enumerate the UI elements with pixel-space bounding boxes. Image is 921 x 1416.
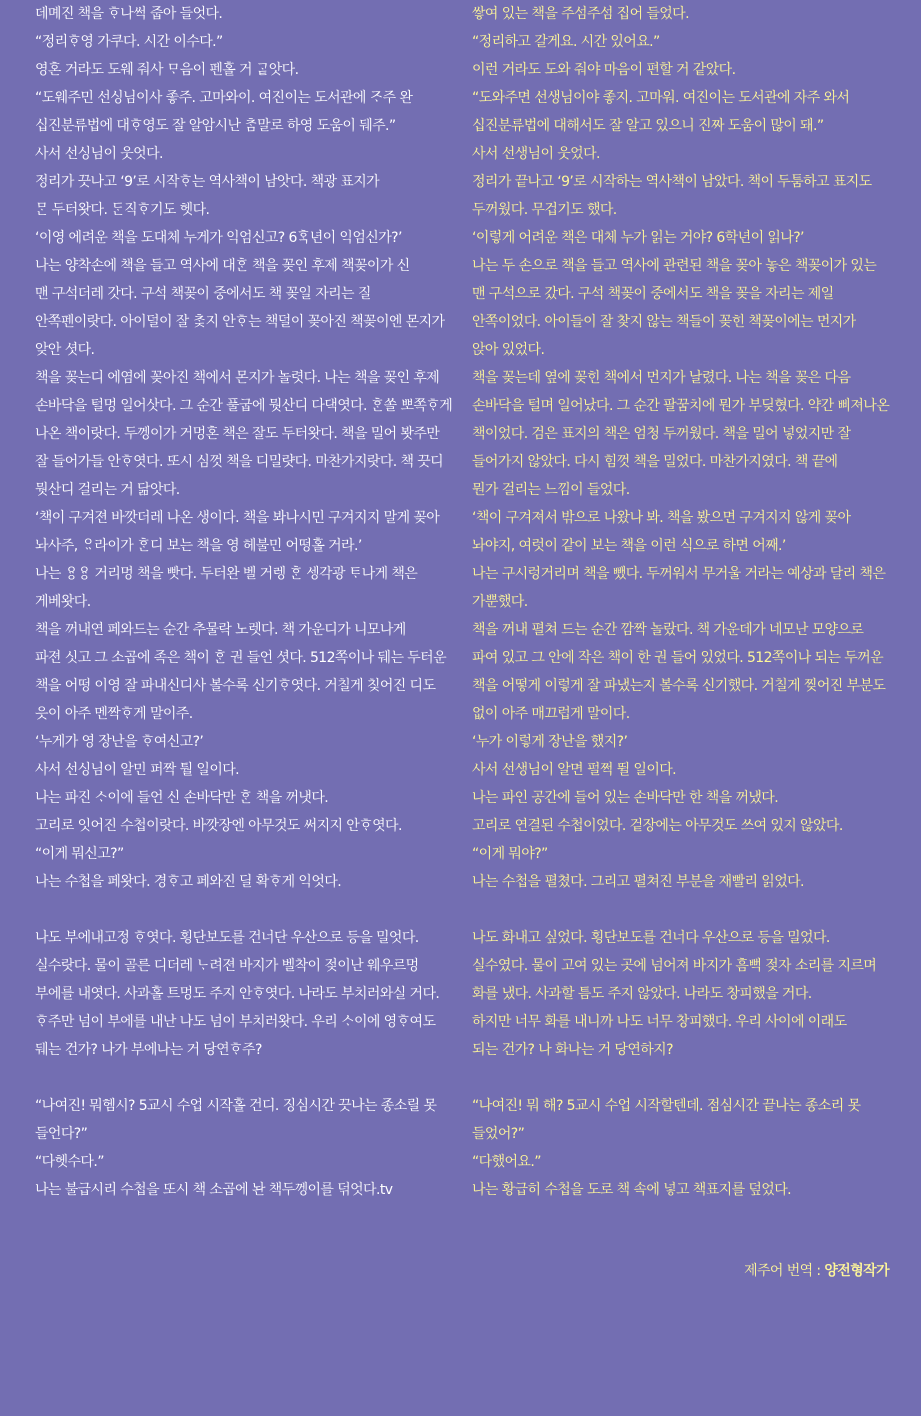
standard-text-line: 나는 두 손으로 책을 들고 역사에 관련된 책을 꽂아 놓은 책꽂이가 있는 xyxy=(472,258,877,274)
jeju-text-line: 안쪽펜이랏다. 아이덜이 잘 ᄎᆞᆽ지 안ᄒᆞ는 책덜이 꽂아진 책꽂이엔 몬지가 xyxy=(35,314,445,330)
standard-text-line: 화를 냈다. 사과할 틈도 주지 않았다. 나라도 창피했을 거다. xyxy=(472,986,812,1002)
jeju-text-line: “이게 뭐신고?” xyxy=(35,846,124,862)
standard-text-line: “정리하고 갈게요. 시간 있어요.” xyxy=(472,34,660,50)
standard-text-line xyxy=(472,896,902,924)
jeju-text-line: ‘책이 구겨젼 바깟더레 나온 생이다. 책을 봐나시민 구겨지지 말게 꽂아 xyxy=(35,510,440,526)
jeju-text-line: 파젼 싯고 그 소곱에 족은 책이 ᄒᆞᆫ 권 들언 셧다. 512쪽이나 뒈는 두터운 xyxy=(35,650,446,666)
credit-label: 제주어 번역 : xyxy=(744,1263,825,1279)
jeju-text-line: 맨 구석더레 갓다. 구석 책꽂이 중에서도 책 꽂일 자리는 질 xyxy=(35,286,371,302)
standard-text-line xyxy=(472,1064,902,1092)
jeju-text-line: 사서 선싱님이 웃엇다. xyxy=(35,146,163,162)
jeju-text-line: 고리로 잇어진 수첩이랏다. 바깟장엔 아무것도 써지지 안ᄒᆞ엿다. xyxy=(35,818,402,834)
jeju-text-line: 십진분류법에 대ᄒᆞ영도 잘 알암시난 ᄎᆞᆷ말로 하영 도움이 뒈주.” xyxy=(35,118,396,134)
standard-text-line: ‘이렇게 어려운 책은 대체 누가 읽는 거야? 6학년이 읽나?’ xyxy=(472,230,804,246)
standard-text-line: ‘누가 이렇게 장난을 했지?’ xyxy=(472,734,628,750)
jeju-text-line: 책을 꽂는디 에염에 꽂아진 책에서 몬지가 놀렷다. 나는 책을 꽂인 후제 xyxy=(35,370,440,386)
jeju-text-line: 나는 수첩을 페왓다. 경ᄒᆞ고 페와진 딜 확ᄒᆞ게 익엇다. xyxy=(35,874,342,890)
standard-text-line: 뭔가 걸리는 느낌이 들었다. xyxy=(472,482,630,498)
standard-text-line: “나여진! 뭐 해? 5교시 수업 시작할텐데. 점심시간 끝나는 종소리 못 xyxy=(472,1098,861,1114)
jeju-text-line: 뭣산디 걸리는 거 닮앗다. xyxy=(35,482,180,498)
jeju-text-line: 나는 불급시리 수첩을 또시 책 소곱에 놘 책두껭이를 덖엇다.tv xyxy=(35,1182,393,1198)
jeju-text-line: 나온 책이랏다. 두껭이가 거멍혼 책은 잘도 두터왓다. 책을 밀어 봣주만 xyxy=(35,426,440,442)
jeju-text-line: “정리ᄒᆞ영 가쿠다. 시간 이수다.” xyxy=(35,34,223,50)
standard-text-line: 가뿐했다. xyxy=(472,594,528,610)
jeju-text-line: “다헷수다.” xyxy=(35,1154,104,1170)
standard-text-line: 정리가 끝나고 ‘9’로 시작하는 역사책이 남았다. 책이 두툼하고 표지도 xyxy=(472,174,872,190)
jeju-text-line: 데몌진 책을 ᄒᆞ나썩 줍아 들엇다. xyxy=(35,6,223,22)
standard-text-line: 책을 어떻게 이렇게 잘 파냈는지 볼수록 신기했다. 거칠게 찢어진 부분도 xyxy=(472,678,886,694)
jeju-text-line: “나여진! 뭐헴시? 5교시 수업 시작홀 건디. 징심시간 끗나는 종소릴 못 xyxy=(35,1098,437,1114)
standard-text-line: “다했어요.” xyxy=(472,1154,541,1170)
standard-text-line: 앉아 있었다. xyxy=(472,342,545,358)
standard-text-line: “이게 뭐야?” xyxy=(472,846,548,862)
standard-text-line: 나도 화내고 싶었다. 횡단보도를 건너다 우산으로 등을 밀었다. xyxy=(472,930,830,946)
standard-text-line: 놔야지, 여럿이 같이 보는 책을 이런 식으로 하면 어째.’ xyxy=(472,538,786,554)
standard-text-line: 들어가지 않았다. 다시 힘껏 책을 밀었다. 마찬가지였다. 책 끝에 xyxy=(472,454,838,470)
standard-text-line: 책을 꺼내 펼쳐 드는 순간 깜짝 놀랐다. 책 가운데가 네모난 모양으로 xyxy=(472,622,864,638)
credit-name: 양전형작가 xyxy=(824,1263,889,1279)
standard-text-line: “도와주면 선생님이야 좋지. 고마워. 여진이는 도서관에 자주 와서 xyxy=(472,90,850,106)
standard-text-line: 나는 구시렁거리며 책을 뺐다. 두꺼워서 무거울 거라는 예상과 달리 책은 xyxy=(472,566,886,582)
jeju-text-line: “도웨주민 선싱님이사 좋주. 고마와이. 여진이는 도서관에 ᄌᆞ주 완 xyxy=(35,90,413,106)
standard-text-line: 파여 있고 그 안에 작은 책이 한 권 들어 있었다. 512쪽이나 되는 두꺼운 xyxy=(472,650,883,666)
standard-text-line: 책이었다. 검은 표지의 책은 엄청 두꺼웠다. 책을 밀어 넣었지만 잘 xyxy=(472,426,851,442)
jeju-text-line: 책을 꺼내연 페와드는 순간 추물락 노렛다. 책 가운디가 니모나게 xyxy=(35,622,406,638)
jeju-text-line: 사서 선싱님이 알민 퍼짝 퉐 일이다. xyxy=(35,762,240,778)
jeju-text-line: 실수랏다. 물이 골른 디더레 ᄂᆞ려젼 바지가 벨착이 젖이난 웨우르멍 xyxy=(35,958,419,974)
standard-text-line: 이런 거라도 도와 줘야 마음이 편할 거 같았다. xyxy=(472,62,736,78)
standard-text-line: 나는 파인 공간에 들어 있는 손바닥만 한 책을 꺼냈다. xyxy=(472,790,779,806)
jeju-text-line: 뒈는 건가? 나가 부에나는 거 당연ᄒᆞ주? xyxy=(35,1042,262,1058)
standard-text-line: 사서 선생님이 알면 펄쩍 뛸 일이다. xyxy=(472,762,677,778)
jeju-text-line: 나는 ᄋᆢᆼᄋᆢᆼ 거리멍 책을 빳다. 두터완 벨 거렝 ᄒᆞᆫ 셍각광 ᄐᆞ나게 책은 xyxy=(35,566,418,582)
standard-text-line: 십진분류법에 대해서도 잘 알고 있으니 진짜 도움이 많이 돼.” xyxy=(472,118,824,134)
standard-text-line: 나는 수첩을 펼쳤다. 그리고 펼쳐진 부분을 재빨리 읽었다. xyxy=(472,874,804,890)
jeju-text-line: 나도 부에내고정 ᄒᆞ엿다. 횡단보도를 건너단 우산으로 등을 밀엇다. xyxy=(35,930,419,946)
standard-text-line: 사서 선생님이 웃었다. xyxy=(472,146,600,162)
jeju-text-line: 손바닥을 털멍 일어삿다. 그 순간 풀굽에 뭣산디 다댁엿다. ᄒᆞᆫ쏠 뽀쪽ᄒᆞ게 xyxy=(35,398,453,414)
jeju-text-line: 앚안 셧다. xyxy=(35,342,95,358)
jeju-text-line: 정리가 끗나고 ‘9’로 시작ᄒᆞ는 역사책이 남앗다. 책광 표지가 xyxy=(35,174,380,190)
jeju-text-line xyxy=(35,1064,460,1092)
standard-text-line: 하지만 너무 화를 내니까 나도 너무 창피했다. 우리 사이에 이래도 xyxy=(472,1014,847,1030)
standard-text-line: 고리로 연결된 수첩이었다. 겉장에는 아무것도 쓰여 있지 않았다. xyxy=(472,818,843,834)
standard-text-line: 손바닥을 털며 일어났다. 그 순간 팔꿈치에 뭔가 부딪혔다. 약간 삐져나온 xyxy=(472,398,890,414)
standard-text-line: ‘책이 구겨져서 밖으로 나왔나 봐. 책을 봤으면 구겨지지 않게 꽂아 xyxy=(472,510,851,526)
standard-text-line: 실수였다. 물이 고여 있는 곳에 넘어져 바지가 흠뻑 젖자 소리를 지르며 xyxy=(472,958,877,974)
standard-text-line: 쌓여 있는 책을 주섬주섬 집어 들었다. xyxy=(472,6,689,22)
jeju-dialect-column xyxy=(35,0,460,1204)
jeju-text-line: 나는 양착손에 책을 들고 역사에 대ᄒᆞᆫ 책을 꽂인 후제 책꽂이가 신 xyxy=(35,258,410,274)
jeju-text-line: 영혼 거라도 도웨 줘사 ᄆᆞ음이 펜홀 거 ᄀᆞᇀ앗다. xyxy=(35,62,299,78)
jeju-text-line: 책을 어떵 이영 잘 파내신디사 볼수록 신기ᄒᆞ엿다. 거칠게 칮어진 디도 xyxy=(35,678,436,694)
standard-korean-column xyxy=(472,0,902,1204)
jeju-text-line: ‘이영 에려운 책을 도대체 누게가 익엄신고? 6ᄒᆞᆨ년이 익엄신가?’ xyxy=(35,230,402,246)
standard-text-line: 나는 황급히 수첩을 도로 책 속에 넣고 책표지를 덮었다. xyxy=(472,1182,791,1198)
jeju-text-line: 읏이 아주 멘짝ᄒᆞ게 말이주. xyxy=(35,706,193,722)
jeju-text-line: 부에를 내엿다. 사과홀 트멍도 주지 안ᄒᆞ엿다. 나라도 부치러와실 거다. xyxy=(35,986,440,1002)
jeju-text-line xyxy=(35,896,460,924)
jeju-text-line: 놔사주, ᄋᆢ라이가 ᄒᆞᆫ디 보는 책을 영 헤불민 어떵홀 거라.’ xyxy=(35,538,362,554)
jeju-text-line: ‘누게가 영 장난을 ᄒᆞ여신고?’ xyxy=(35,734,204,750)
standard-text-line: 맨 구석으로 갔다. 구석 책꽂이 중에서도 책을 꽂을 자리는 제일 xyxy=(472,286,834,302)
standard-text-line: 책을 꽂는데 옆에 꽂힌 책에서 먼지가 날렸다. 나는 책을 꽂은 다음 xyxy=(472,370,851,386)
standard-text-line: 되는 건가? 나 화나는 거 당연하지? xyxy=(472,1042,673,1058)
standard-text-line: 두꺼웠다. 무겁기도 했다. xyxy=(472,202,617,218)
jeju-text-line: ᄆᆞᆫ 두터왓다. ᄃᆞᆫ직ᄒᆞ기도 헷다. xyxy=(35,202,210,218)
jeju-text-line: ᄒᆞ주만 넘이 부에를 내난 나도 넘이 부치러왓다. 우리 ᄉᆞ이에 영ᄒᆞ여도 xyxy=(35,1014,436,1030)
translation-credit xyxy=(744,1257,889,1285)
standard-text-line: 들었어?” xyxy=(472,1126,525,1142)
jeju-text-line: 나는 파진 ᄉᆞ이에 들언 신 손바닥만 ᄒᆞᆫ 책을 꺼냇다. xyxy=(35,790,329,806)
standard-text-line: 안쪽이었다. 아이들이 잘 찾지 않는 책들이 꽂힌 책꽂이에는 먼지가 xyxy=(472,314,856,330)
jeju-text-line: 잘 들어가들 안ᄒᆞ엿다. 또시 심껏 책을 디밀럇다. 마찬가지랏다. 책 끗디 xyxy=(35,454,444,470)
standard-text-line: 없이 아주 매끄럽게 말이다. xyxy=(472,706,630,722)
jeju-text-line: 들언다?” xyxy=(35,1126,88,1142)
jeju-text-line: 게베왓다. xyxy=(35,594,91,610)
